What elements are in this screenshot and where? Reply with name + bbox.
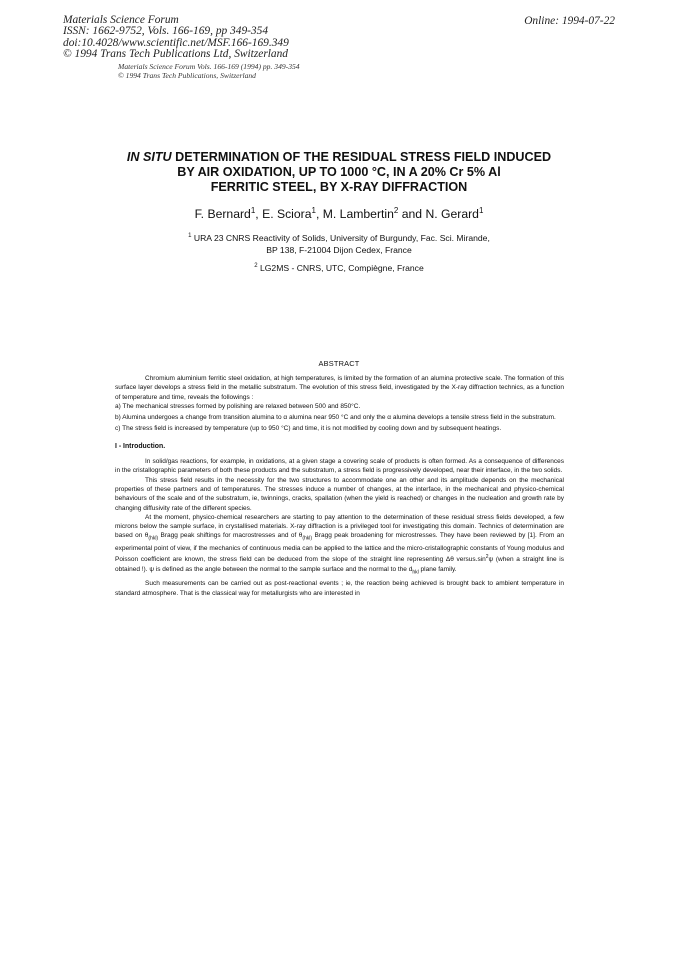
title-line-1-rest: DETERMINATION OF THE RESIDUAL STRESS FIELD INDUCED bbox=[171, 150, 552, 164]
author-1: F. Bernard bbox=[194, 207, 251, 222]
title-line-3: FERRITIC STEEL, BY X-RAY DIFFRACTION bbox=[210, 179, 468, 194]
hkl-subscript: (hkl) bbox=[148, 535, 159, 542]
affiliation-1-line-1: URA 23 CNRS Reactivity of Solids, University of Burgundy, Fac. Sci. Mirande, bbox=[191, 232, 490, 243]
volume-line: Materials Science Forum Vols. 166-169 (1994) pp. 349-354 bbox=[118, 62, 300, 71]
abstract-heading: ABSTRACT bbox=[318, 359, 360, 368]
section-heading: I - Introduction. bbox=[115, 442, 166, 450]
affiliations bbox=[100, 230, 578, 274]
paper-title bbox=[100, 150, 578, 194]
journal-name: Materials Science Forum bbox=[63, 14, 179, 26]
online-date: Online: 1994-07-22 bbox=[524, 15, 615, 27]
intro-p3-part-b: Bragg peak shiftings for macrostresses and of θ bbox=[158, 532, 303, 540]
intro-paragraph-3 bbox=[115, 513, 564, 578]
abstract-item-a: a) The mechanical stresses formed by polishing are relaxed between 500 and 850°C. bbox=[115, 402, 361, 410]
author-and: and bbox=[398, 207, 426, 222]
intro-p3-part-d: ψ (when a straight line is obtained !). ψ is defined as the angle between the normal to the sample surface and the normal to the d bbox=[115, 556, 564, 573]
affiliation-2-text: LG2MS - CNRS, UTC, Compiègne, France bbox=[257, 262, 424, 273]
intro-p3-part-a: At the moment, physico-chemical researchers are starting to pay attention to the determination of these residual stress fields developed, a few microns below the sample surface, in crystallised materials. X-ray diffraction is a privileged tool for investigating this domain. Technics of determination are based on θ bbox=[115, 513, 564, 540]
intro-p3-part-c: Bragg peak broadening for microstresses. They have been reviewed by [1]. From an experimental point of view, if the mechanics of continuous media can be applied to the lattice and the micro-cristallographic constants of Young modulus and Poisson coefficient are known, the stress field can be deduced from the slope of the straight line representing Δθ versus.sin bbox=[115, 532, 564, 564]
affiliation-1 bbox=[100, 230, 578, 244]
abstract-item-b: b) Alumina undergoes a change from transition alumina to α alumina near 950 °C and only the α alumina develops a tensile stress field in the substratum. bbox=[115, 414, 556, 422]
author-4-mark: 1 bbox=[478, 206, 484, 215]
author-3: M. Lambertin bbox=[322, 207, 394, 222]
author-2-mark: 1 bbox=[311, 206, 316, 215]
author-separator: , bbox=[315, 207, 323, 222]
title-lead: IN SITU bbox=[126, 150, 172, 164]
body-text bbox=[115, 374, 564, 598]
intro-p3-part-e: plane family. bbox=[418, 565, 457, 573]
author-list bbox=[100, 206, 578, 221]
affiliation-1-line-2: BP 138, F-21004 Dijon Cedex, France bbox=[266, 244, 412, 255]
affiliation-1-mark: 1 bbox=[188, 233, 192, 239]
author-4: N. Gerard bbox=[425, 207, 479, 222]
abstract-paragraph: Chromium aluminium ferritic steel oxidation, at high temperatures, is limited by the formation of an alumina protective scale. The formation of this surface layer develops a stress field in the metallic substratum. The evolution of this stress field, investigated by the X-ray diffraction technics, as a function of temperature and time, reveals the followings : bbox=[115, 375, 564, 401]
title-line-2: BY AIR OXIDATION, UP TO 1000 °C, IN A 20% Cr 5% Al bbox=[177, 164, 501, 179]
intro-paragraph-4: Such measurements can be carried out as post-reactional events ; ie, the reaction being achieved is brought back to ambient temperature in standard atmosphere. That is the classical way for metallurgists who are interested in bbox=[115, 580, 564, 597]
author-1-mark: 1 bbox=[250, 206, 256, 215]
abstract-item-c: c) The stress field is increased by temperature (up to 950 °C) and time, it is not modified by cooling down and by subsequent heatings. bbox=[115, 425, 502, 433]
copyright-line: © 1994 Trans Tech Publications Ltd, Switzerland bbox=[63, 47, 288, 60]
author-3-mark: 2 bbox=[393, 206, 399, 215]
intro-paragraph-1: In solid/gas reactions, for example, in oxidations, at a given stage a covering scale of products is often formed. As a consequence of differences in the cristallographic parameters of both these products and the substratum, a stress field is progressively developed, near their interface, in the two solids. bbox=[115, 458, 564, 475]
issn-line: ISSN: 1662-9752, Vols. 166-169, pp 349-354 bbox=[63, 25, 269, 38]
doi-line: doi:10.4028/www.scientific.net/MSF.166-169.349 bbox=[63, 36, 289, 49]
intro-paragraph-2: This stress field results in the necessity for the two structures to accommodate one an other and its amplitude depends on the mechanical properties of these partners and of temperatures. The stresses induce a number of changes, at the interface, in the mechanical and physico-chemical behaviours of the scale and of the substratum, ie, twinnings, cracks, spallation (when the yield is reached) or changes in the nucleation and growth rate by changing diffusivity rate of the different species. bbox=[115, 476, 564, 512]
hkl-subscript: hkl bbox=[412, 569, 419, 576]
affiliation-2-mark: 2 bbox=[254, 262, 258, 269]
affiliation-2 bbox=[100, 260, 578, 274]
hkl-subscript: (hkl) bbox=[302, 535, 313, 542]
author-separator: , bbox=[255, 207, 263, 222]
author-2: E. Sciora bbox=[262, 207, 312, 222]
publisher-line: © 1994 Trans Tech Publications, Switzerland bbox=[118, 71, 256, 80]
square-superscript: 2 bbox=[485, 554, 489, 561]
publication-info bbox=[63, 15, 289, 60]
title-line-1 bbox=[100, 150, 578, 165]
